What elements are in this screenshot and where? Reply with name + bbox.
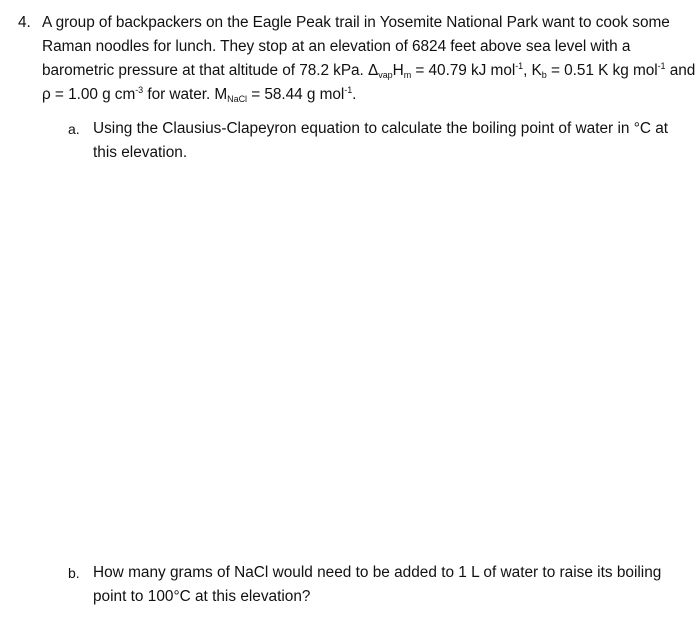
superscript-exponent: -1: [657, 61, 666, 71]
text-segment: and: [665, 62, 696, 79]
text-segment: for water. M: [143, 86, 228, 103]
part-a-label: a.: [68, 121, 80, 137]
subscript-b: b: [541, 70, 547, 80]
question-4: [18, 11, 694, 107]
subscript-vap: vap: [378, 70, 393, 80]
question-line-3: [42, 59, 696, 83]
part-a-text: [93, 117, 688, 165]
text-segment: = 58.44 g mol: [246, 86, 345, 103]
part-b-text: [93, 561, 688, 609]
text-segment: .: [352, 86, 357, 103]
subscript-m: m: [403, 70, 412, 80]
question-number: 4.: [18, 14, 31, 31]
question-text: [42, 11, 696, 107]
text-segment: barometric pressure at that altitude of 78.2 kPa. Δ: [42, 62, 379, 79]
superscript-exponent: -3: [135, 85, 144, 95]
text-segment: ρ = 1.00 g cm: [42, 86, 136, 103]
question-line-4: [42, 83, 692, 107]
part-a-line-1: Using the Clausius-Clapeyron equation to calculate the boiling point of water in °C at: [93, 120, 669, 137]
question-line-1: A group of backpackers on the Eagle Peak trail in Yosemite National Park want to cook some: [42, 14, 670, 31]
part-a: [68, 117, 688, 165]
part-b-label: b.: [68, 565, 80, 581]
subscript-nacl: NaCl: [227, 94, 247, 104]
text-segment: H: [392, 62, 404, 79]
superscript-exponent: -1: [515, 61, 524, 71]
part-b: [68, 561, 688, 609]
text-segment: , K: [523, 62, 542, 79]
superscript-exponent: -1: [344, 85, 353, 95]
question-line-2: Raman noodles for lunch. They stop at an elevation of 6824 feet above sea level with a: [42, 38, 631, 55]
part-b-line-2: point to 100°C at this elevation?: [93, 588, 311, 605]
part-a-line-2: this elevation.: [93, 144, 188, 161]
part-b-line-1: How many grams of NaCl would need to be added to 1 L of water to raise its boiling: [93, 564, 662, 581]
text-segment: = 0.51 K kg mol: [546, 62, 658, 79]
text-segment: = 40.79 kJ mol: [411, 62, 516, 79]
